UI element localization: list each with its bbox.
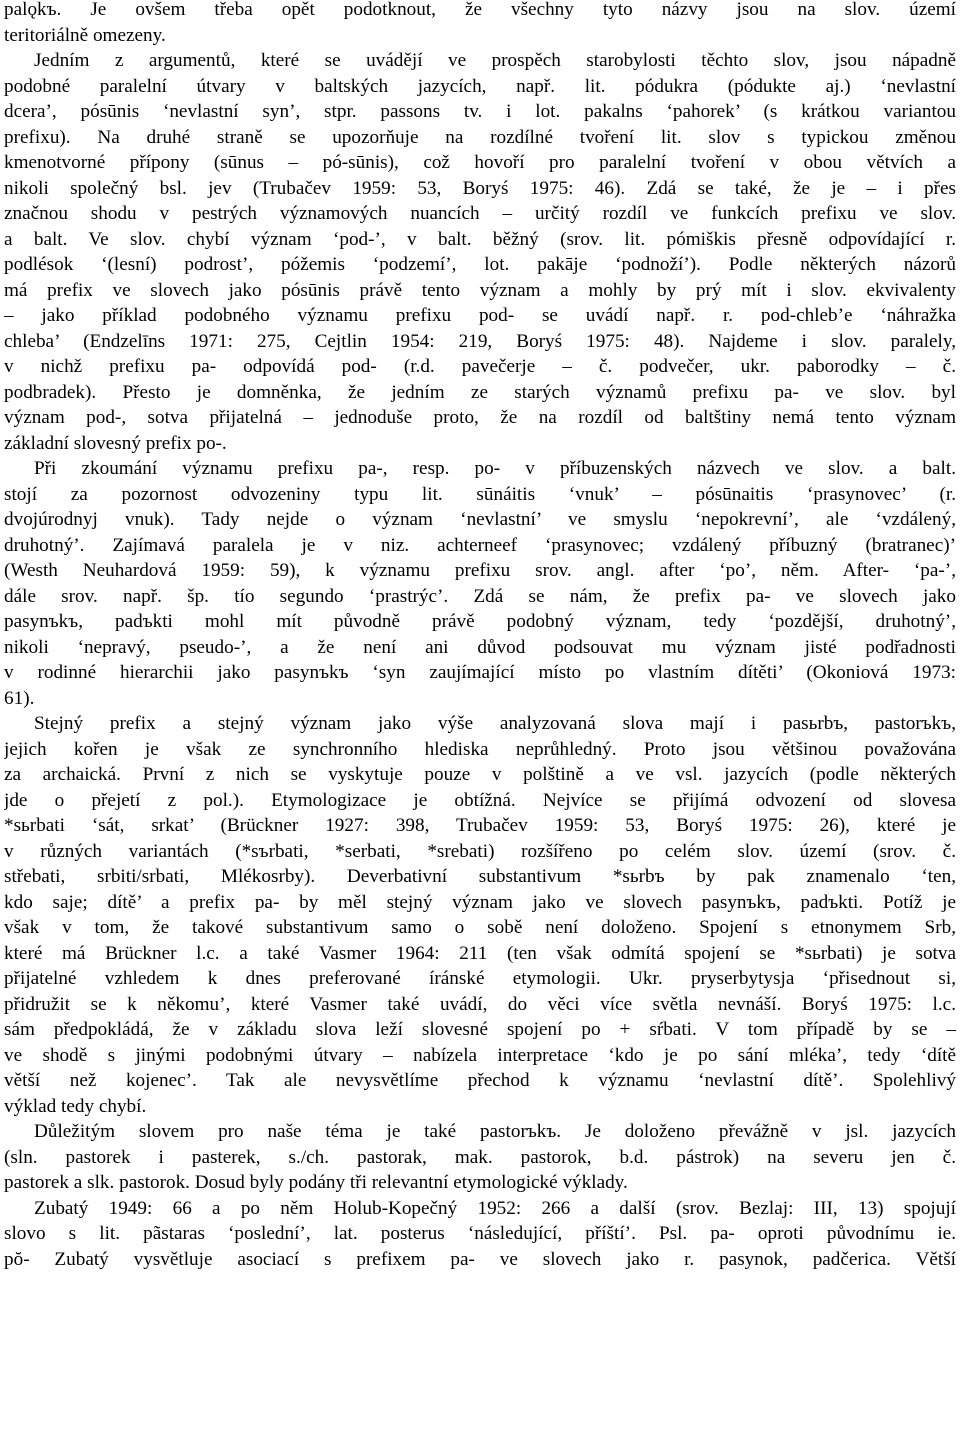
- paragraph: [4, 1196, 956, 1273]
- text-line: teritoriálně omezeny.: [4, 24, 166, 46]
- text-line: pastorek a slk. pastorok. Dosud byly podány tři relevantní etymologické výklady.: [4, 1172, 628, 1193]
- text-line: kmenotvorné přípony (sūnus – pó-sūnis), což hovoří pro paralelní tvoření v obou větvích a: [4, 152, 956, 173]
- text-line: za archaická. První z nich se vyskytuje pouze v polštině a ve vsl. jazycích (podle některých: [4, 764, 956, 785]
- text-line: palǫkъ. Je ovšem třeba opět podotknout, že všechny tyto názvy jsou na slov. území: [4, 0, 956, 20]
- text-line: základní slovesný prefix po-.: [4, 432, 227, 454]
- text-line: jejich kořen je však ze synchronního hlediska neprůhledný. Proto jsou většinou považována: [4, 738, 956, 760]
- text-line: v různých variantách (*sъrbati, *serbati, *srebati) rozšířeno po celém slov. území (srov. č.: [4, 840, 956, 862]
- text-line: prefixu). Na druhé straně se upozorňuje na rozdílné tvoření lit. slov s typickou změnou: [4, 126, 956, 148]
- text-line: přijatelné vzhledem k dnes preferované íránské etymologii. Ukr. pryserbytysja ‘přisednout si,: [4, 968, 956, 989]
- text-line: přidružit se k někomu’, které Vasmer také uvádí, do věci více světla nevnáší. Boryś 1975: l.c.: [4, 993, 956, 1015]
- text-line: však v tom, že takové substantivum samo o sobě není doloženo. Spojení s etnonymem Srb,: [4, 917, 956, 938]
- text-line: podlésok ‘(lesní) podrost’, póžemis ‘podzemí’, lot. pakāje ‘podnoží’). Podle některých názorů: [4, 254, 956, 275]
- text-line: (sln. pastorek i pasterek, s./ch. pastorak, mak. pastorok, b.d. pástrok) na severu jen č.: [4, 1146, 956, 1168]
- text-line: nikoli společný bsl. jev (Trubačev 1959: 53, Boryś 1975: 46). Zdá se také, že je – i přes: [4, 177, 956, 199]
- text-line: Při zkoumání významu prefixu pa-, resp. po- v příbuzenských názvech ve slov. a balt.: [34, 458, 956, 479]
- text-line: ve shodě s jinými podobnými útvary – nabízela interpretace ‘kdo je po sání mléka’, tedy ‘dítě: [4, 1044, 956, 1066]
- text-line: kdo saje; dítě’ a prefix pa- by měl stejný význam jako ve slovech pasynъkъ, padъkti. Potíž je: [4, 891, 956, 913]
- text-line: *sьrbati ‘sát, srkat’ (Brückner 1927: 398, Trubačev 1959: 53, Boryś 1975: 26), které je: [4, 815, 956, 836]
- text-line: Stejný prefix a stejný význam jako výše analyzovaná slova mají i pasьrbъ, pastorъkъ,: [34, 713, 956, 734]
- text-line: dále srov. např. šp. tío segundo ‘prastrýc’. Zdá se nám, že prefix pa- ve slovech jako: [4, 585, 956, 607]
- text-line: Důležitým slovem pro naše téma je také pastorъkъ. Je doloženo převážně v jsl. jazycích: [34, 1121, 956, 1142]
- text-line: význam pod-, sotva přijatelná – jednoduše proto, že na rozdíl od baltštiny nemá tento význam: [4, 407, 956, 428]
- text-line: má prefix ve slovech jako pósūnis právě tento význam a mohly by prý mít i slov. ekvivalenty: [4, 279, 956, 301]
- text-line: značnou shodu v pestrých významových nuancích – určitý rozdíl ve funkcích prefixu ve slov.: [4, 203, 956, 224]
- text-line: které má Brückner l.c. a také Vasmer 1964: 211 (ten však odmítá spojení se *sьrbati) je sotva: [4, 942, 956, 964]
- text-line: v rodinné hierarchii jako pasynъkъ ‘syn zaujímající místo po vlastním dítěti’ (Okoniová 1973:: [4, 662, 956, 683]
- text-line: Jedním z argumentů, které se uvádějí ve prospěch starobylosti těchto slov, jsou nápadně: [34, 50, 956, 71]
- text-line: pŏ- Zubatý vysvětluje asociací s prefixem pa- ve slovech jako r. pasynok, padčerica. Větší: [4, 1248, 956, 1270]
- paragraph: [4, 456, 956, 711]
- text-line: Zubatý 1949: 66 a po něm Holub-Kopečný 1952: 266 a další (srov. Bezlaj: III, 13) spojují: [34, 1197, 956, 1219]
- text-line: a balt. Ve slov. chybí význam ‘pod-’, v balt. běžný (srov. lit. pómiškis přesně odpovídající r.: [4, 228, 956, 250]
- text-line: výklad tedy chybí.: [4, 1095, 147, 1117]
- text-line: v nichž prefixu pa- odpovídá pod- (r.d. pavečerje – č. podvečer, ukr. paborodky – č.: [4, 356, 956, 377]
- paragraph: [4, 711, 956, 1119]
- text-line: podbradek). Přesto je domněnka, že jedním ze starých významů prefixu pa- ve slov. byl: [4, 381, 956, 403]
- paragraph: [4, 1119, 956, 1196]
- text-line: větší než kojenec’. Tak ale nevysvětlíme přechod k významu ‘nevlastní dítě’. Spolehlivý: [4, 1070, 956, 1091]
- text-line: jde o přejetí z pol.). Etymologizace je obtížná. Nejvíce se přijímá odvození od slovesa: [4, 789, 956, 811]
- text-line: dcera’, pósūnis ‘nevlastní syn’, stpr. passons tv. i lot. pakalns ‘pahorek’ (s krátkou variantou: [4, 101, 956, 122]
- paragraph: [4, 0, 956, 48]
- text-line: sám předpokládá, že v základu slova leží slovesné spojení po + sŕbati. V tom případě by se –: [4, 1019, 956, 1040]
- text-line: podobné paralelní útvary v baltských jazycích, např. lit. pódukra (pódukte aj.) ‘nevlastní: [4, 75, 956, 97]
- text-line: 61).: [4, 687, 35, 709]
- text-line: chleba’ (Endzelīns 1971: 275, Cejtlin 1954: 219, Boryś 1975: 48). Najdeme i slov. paralely,: [4, 330, 956, 352]
- text-line: druhotný’. Zajímavá paralela je v niz. achterneef ‘prasynovec; vzdálený příbuzný (bratranec)’: [4, 534, 956, 556]
- text-line: stojí za pozornost odvozeniny typu lit. sūnáitis ‘vnuk’ – pósūnaitis ‘prasynovec’ (r.: [4, 483, 956, 505]
- text-line: – jako příklad podobného významu prefixu pod- se uvádí např. r. pod-chleb’e ‘náhražka: [4, 305, 956, 326]
- text-line: pasynъkъ, padъkti mohl mít původně právě podobný význam, tedy ‘pozdější, druhotný’,: [4, 611, 956, 632]
- paragraph: [4, 48, 956, 456]
- text-line: slovo s lit. pãstaras ‘poslední’, lat. posterus ‘následující, příští’. Psl. pa- oproti původnímu ie.: [4, 1223, 956, 1244]
- text-line: (Westh Neuhardová 1959: 59), k významu prefixu srov. angl. after ‘po’, něm. After- ‘pa-’,: [4, 560, 956, 581]
- text-line: střebati, srbiti/srbati, Mlékosrby). Deverbativní substantivum *sьrbъ by pak znamenalo ‘ten,: [4, 866, 956, 887]
- text-line: nikoli ‘nepravý, pseudo-’, a že není ani důvod podsouvat mu význam jisté podřadnosti: [4, 636, 956, 658]
- text-line: dvojúrodnyj vnuk). Tady nejde o význam ‘nevlastní’ ve smyslu ‘nepokrevní’, ale ‘vzdálený,: [4, 509, 956, 530]
